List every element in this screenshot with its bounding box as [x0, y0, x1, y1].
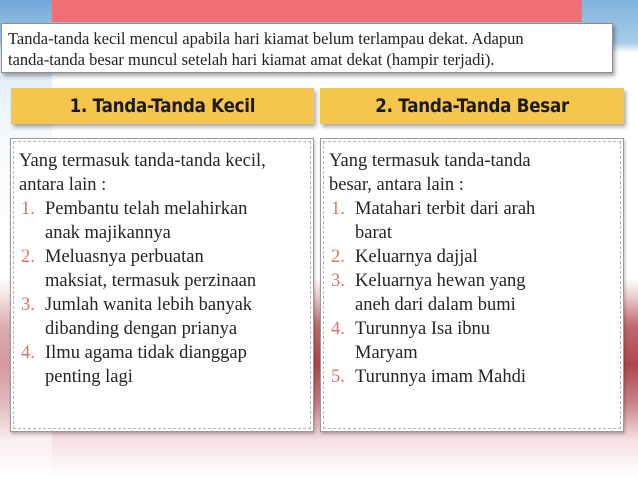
list-number: 3.: [21, 295, 35, 315]
list-item-line-2: aneh dari dalam bumi: [355, 295, 516, 315]
list-item: [329, 245, 617, 269]
heading-small-signs-label: 1. Tanda-Tanda Kecil: [69, 95, 256, 117]
list-item-line-2: dibanding dengan prianya: [45, 319, 238, 339]
list-item-line-1: Jumlah wanita lebih banyak: [45, 295, 253, 315]
list-number: 2.: [331, 247, 345, 267]
list-item-line-1: Keluarnya dajjal: [355, 247, 478, 267]
list-item-line-1: Turunnya imam Mahdi: [355, 367, 526, 387]
intro-text-box: [1, 23, 613, 73]
list-number: 5.: [331, 367, 345, 387]
list-item-line-2: penting lagi: [45, 367, 133, 387]
big-signs-intro-line-2: besar, antara lain :: [329, 175, 464, 195]
intro-line-2: tanda-tanda besar muncul setelah hari kiamat amat dekat (hampir terjadi).: [8, 50, 495, 69]
list-item: [329, 269, 617, 317]
list-number: 4.: [331, 319, 345, 339]
list-item-line-1: Ilmu agama tidak dianggap: [45, 343, 247, 363]
big-signs-intro: [329, 149, 617, 197]
list-item-line-1: Keluarnya hewan yang: [355, 271, 526, 291]
small-signs-panel: [10, 138, 314, 432]
small-signs-intro-line-1: Yang termasuk tanda-tanda kecil,: [19, 151, 266, 171]
list-item: [329, 197, 617, 245]
list-item-line-2: anak majikannya: [45, 223, 171, 243]
list-item: [19, 197, 307, 245]
heading-small-signs: [11, 88, 314, 124]
list-item: [329, 317, 617, 365]
big-signs-intro-line-1: Yang termasuk tanda-tanda: [329, 151, 531, 171]
list-item: [19, 245, 307, 293]
big-signs-list: [329, 197, 617, 389]
intro-line-1: Tanda-tanda kecil mencul apabila hari kiamat belum terlampau dekat. Adapun: [8, 29, 524, 48]
list-item: [19, 293, 307, 341]
list-item-line-1: Meluasnya perbuatan: [45, 247, 204, 267]
list-number: 4.: [21, 343, 35, 363]
small-signs-list: [19, 197, 307, 389]
list-item-line-1: Matahari terbit dari arah: [355, 199, 536, 219]
list-number: 1.: [21, 199, 35, 219]
list-number: 3.: [331, 271, 345, 291]
list-item-line-2: barat: [355, 223, 392, 243]
list-item-line-2: maksiat, termasuk perzinaan: [45, 271, 257, 291]
list-item: [19, 341, 307, 389]
list-number: 2.: [21, 247, 35, 267]
list-number: 1.: [331, 199, 345, 219]
heading-big-signs: [320, 88, 624, 124]
list-item-line-1: Turunnya Isa ibnu: [355, 319, 490, 339]
heading-big-signs-label: 2. Tanda-Tanda Besar: [375, 95, 569, 117]
list-item-line-1: Pembantu telah melahirkan: [45, 199, 248, 219]
big-signs-panel: [320, 138, 624, 432]
small-signs-intro-line-2: antara lain :: [19, 175, 107, 195]
background-top-band: [52, 0, 582, 22]
list-item-line-2: Maryam: [355, 343, 418, 363]
small-signs-intro: [19, 149, 307, 197]
list-item: [329, 365, 617, 389]
